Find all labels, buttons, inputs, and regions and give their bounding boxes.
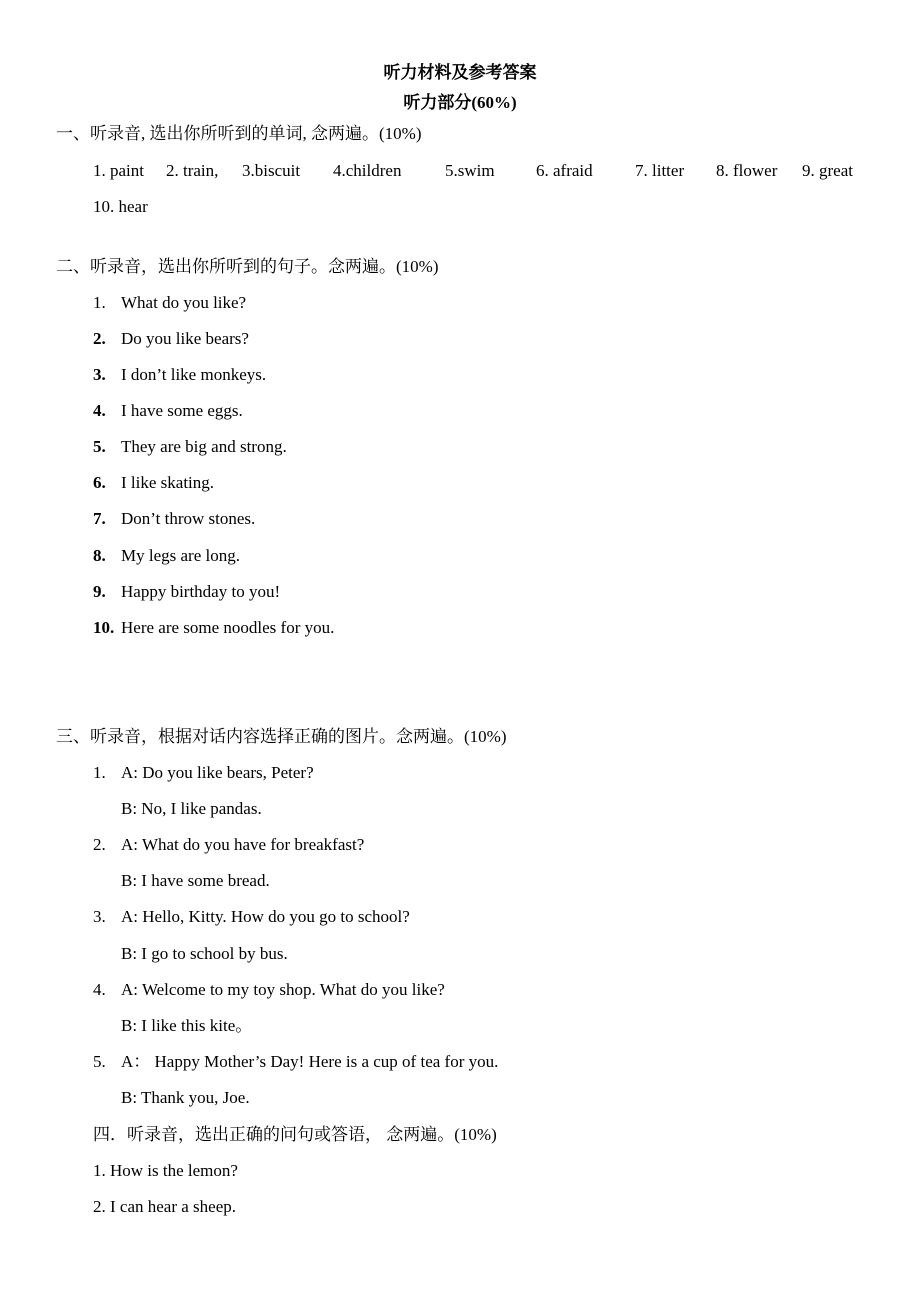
item-number: 5. [93,1052,106,1071]
item-number: 6. [93,473,106,492]
word-item: 9. great [802,161,853,180]
word-item: 1. paint [93,161,144,180]
item-text: A： Happy Mother’s Day! Here is a cup of tea for you. [121,1052,499,1071]
item-number: 8. [93,546,106,565]
item-number: 2. [93,329,106,348]
dialogue-line-a [93,980,445,1000]
item-number: 4. [93,980,106,999]
page-title: 听力材料及参考答案 [383,63,537,82]
list-item [93,293,246,313]
list-item [93,437,287,457]
list-item [93,329,249,349]
item-number: 1. [93,763,106,782]
word-item: 6. afraid [536,161,593,180]
word-item: 2. train, [166,161,219,180]
dialogue-line-a [93,763,314,783]
dialogue-line-b: B: I go to school by bus. [121,944,288,963]
item-text: Happy birthday to you! [121,582,281,601]
item-text: Here are some noodles for you. [121,618,335,637]
list-item [93,473,214,493]
section1-heading: 一、听录音, 选出你所听到的单词, 念两遍。(10%) [56,124,422,143]
word-item: 3.biscuit [242,161,301,180]
word-item: 7. litter [635,161,685,180]
list-item: 1. How is the lemon? [93,1161,238,1180]
list-item [93,365,266,385]
page-subtitle: 听力部分(60%) [403,93,517,112]
item-text: I don’t like monkeys. [121,365,267,384]
list-item [93,546,240,566]
item-number: 7. [93,509,106,528]
section2-heading: 二、听录音，选出你所听到的句子。念两遍。(10%) [56,257,439,276]
item-text: I like skating. [121,473,215,492]
item-number: 4. [93,401,106,420]
dialogue-line-a [93,835,364,855]
item-number: 5. [93,437,106,456]
item-text: They are big and strong. [121,437,287,456]
item-text: Do you like bears? [121,329,249,348]
list-item [93,401,243,421]
dialogue-line-a [93,907,410,927]
word-item: 10. hear [93,197,148,216]
item-text: A: Welcome to my toy shop. What do you like? [121,980,445,999]
item-text: Don’t throw stones. [121,509,256,528]
list-item [93,618,334,638]
dialogue-line-b: B: Thank you, Joe. [121,1088,250,1107]
item-text: I have some eggs. [121,401,243,420]
dialogue-line-b: B: I have some bread. [121,871,270,890]
list-item: 2. I can hear a sheep. [93,1197,237,1216]
item-text: A: Hello, Kitty. How do you go to school? [121,907,410,926]
section3-heading: 三、听录音，根据对话内容选择正确的图片。念两遍。(10%) [56,727,507,746]
dialogue-line-b: B: I like this kite。 [121,1016,253,1035]
item-text: A: What do you have for breakfast? [121,835,365,854]
item-number: 9. [93,582,106,601]
dialogue-line-a [93,1052,498,1072]
list-item [93,582,280,602]
word-item: 4.children [333,161,402,180]
item-text: My legs are long. [121,546,240,565]
item-number: 3. [93,907,106,926]
word-item: 5.swim [445,161,495,180]
item-text: What do you like? [121,293,247,312]
item-text: A: Do you like bears, Peter? [121,763,314,782]
word-item: 8. flower [716,161,778,180]
dialogue-line-b: B: No, I like pandas. [121,799,262,818]
item-number: 3. [93,365,106,384]
list-item [93,509,255,529]
item-number: 10. [93,618,115,637]
item-number: 1. [93,293,106,312]
item-number: 2. [93,835,106,854]
section4-heading: 四．听录音，选出正确的问句或答语， 念两遍。(10%) [93,1125,497,1144]
